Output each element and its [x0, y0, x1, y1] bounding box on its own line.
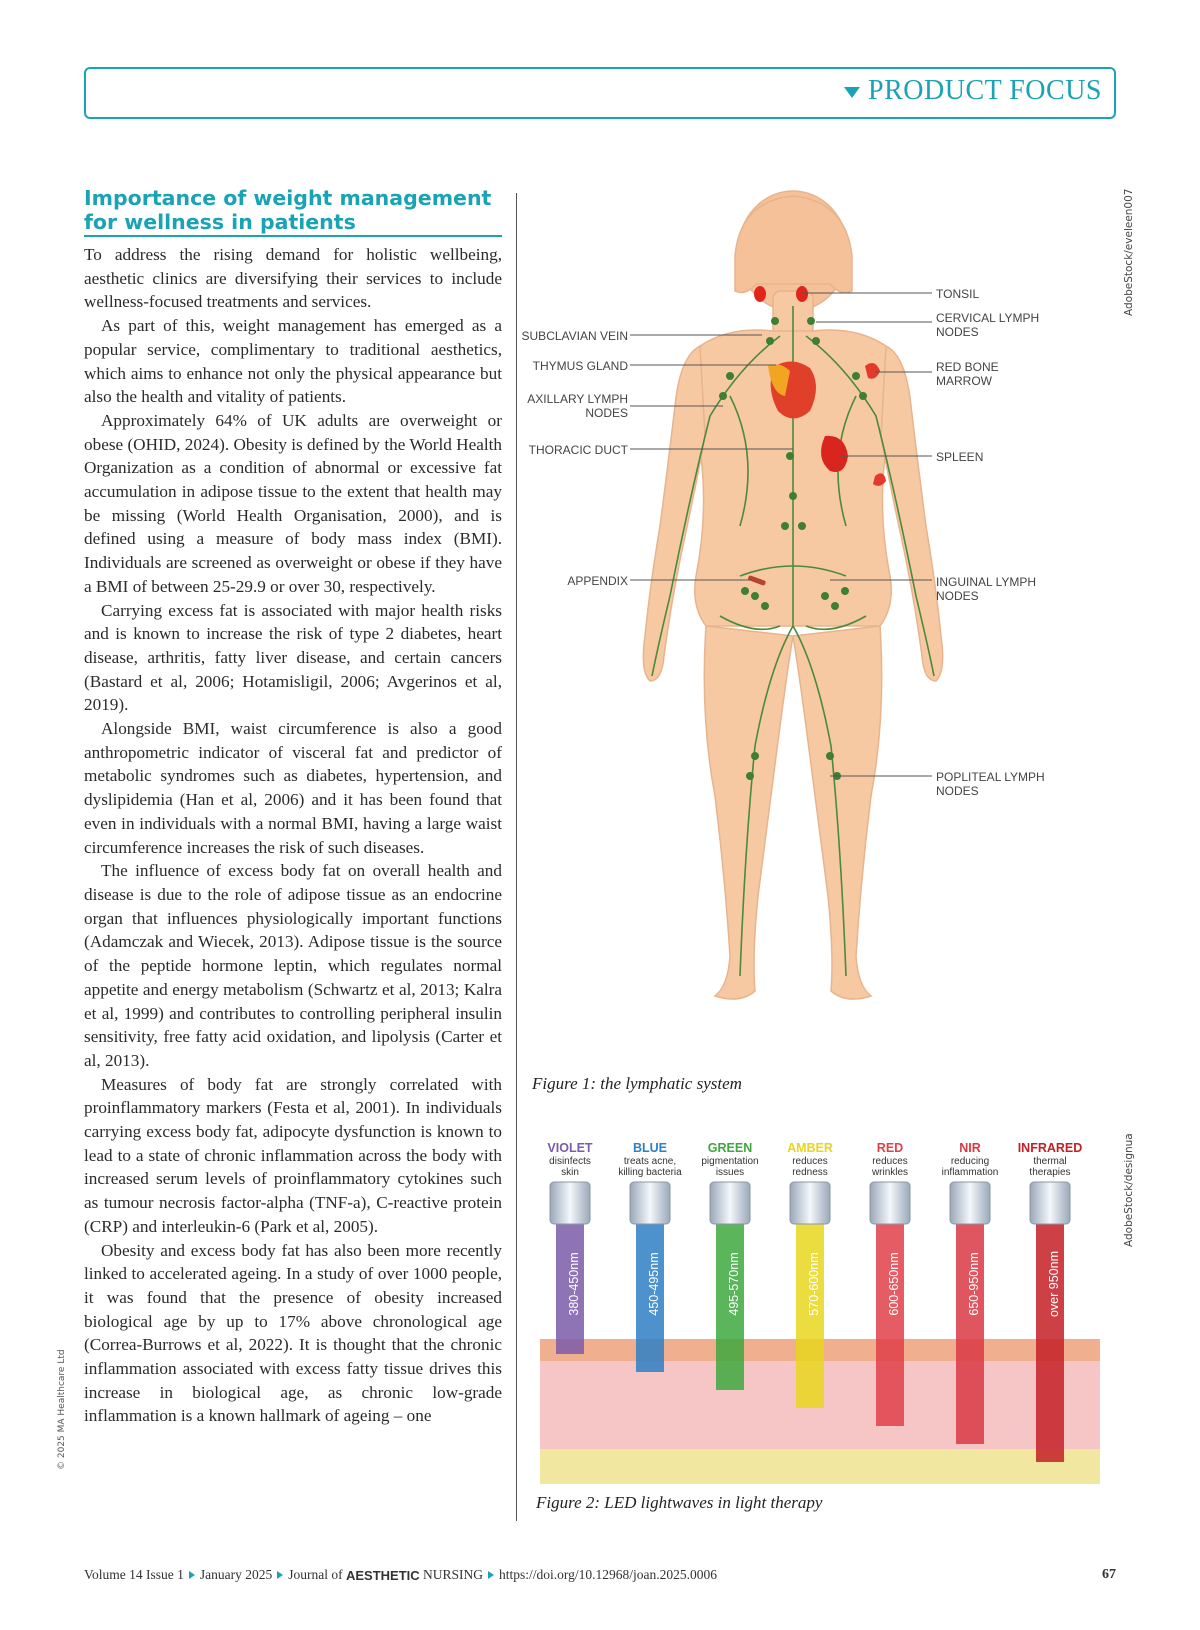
light-name: VIOLET [547, 1141, 593, 1155]
paragraph: To address the rising demand for holistic wellbeing, aesthetic clinics are diversifying their services to include wellness-focused treatments and services. [84, 245, 502, 312]
footer-journal-bold: AESTHETIC [345, 1567, 420, 1583]
label-subclavian-vein: SUBCLAVIAN VEIN [521, 329, 628, 343]
paragraph: Alongside BMI, waist circumference is also a good anthropometric indicator of visceral fat and predictor of metabolic syndromes such as diabetes, hypertension, and dyslipidemia (Han et al, 2006) and it has been found that even in individuals with a normal BMI, having a large waist circumference increases the risk of such diseases. [84, 719, 502, 857]
label-cervical-nodes: NODES [936, 325, 979, 339]
column-divider [516, 193, 517, 1521]
article-heading: Importance of weight management for wellness in patients [84, 186, 502, 237]
light-effect-line1: reduces [792, 1156, 828, 1167]
label-appendix: APPENDIX [567, 574, 628, 588]
led-head-red [870, 1182, 910, 1224]
section-label [844, 75, 1102, 107]
light-wavelength: 570-600nm [807, 1252, 821, 1316]
article-body [84, 243, 502, 1428]
led-head-amber [790, 1182, 830, 1224]
light-effect-line1: reducing [950, 1156, 990, 1167]
paragraph: As part of this, weight management has emerged as a popular service, complimentary to traditional aesthetics, which aims to enhance not only the physical appearance but also the health and vitality of patients. [84, 316, 502, 407]
footer-volume: Volume 14 Issue 1 [84, 1567, 184, 1582]
light-effect-line2: redness [792, 1167, 828, 1178]
light-effect-line2: wrinkles [871, 1167, 909, 1178]
light-name: NIR [959, 1141, 981, 1155]
label-inguinal-nodes: NODES [936, 589, 979, 603]
led-head-violet [550, 1182, 590, 1224]
page-number: 67 [1102, 1567, 1116, 1582]
light-name: INFRARED [1017, 1141, 1083, 1155]
led-head-blue [630, 1182, 670, 1224]
light-wavelength: 600-650nm [887, 1252, 901, 1316]
label-marrow: MARROW [936, 374, 992, 388]
led-head-infrared [1030, 1182, 1070, 1224]
label-thymus-gland: THYMUS GLAND [532, 359, 628, 373]
light-effect-line2: therapies [1029, 1167, 1071, 1178]
label-thoracic-duct: THORACIC DUCT [528, 443, 628, 457]
light-effect-line2: skin [561, 1167, 579, 1178]
footer-journal-prefix: Journal of [288, 1567, 343, 1582]
figure2-credit: AdobeStock/designua [1123, 1133, 1135, 1247]
label-tonsil: TONSIL [936, 287, 980, 301]
header-box [84, 67, 1116, 119]
light-effect-line2: issues [715, 1167, 745, 1178]
label-spleen: SPLEEN [936, 450, 984, 464]
paragraph: Obesity and excess body fat has also been more recently linked to accelerated ageing. In a study of over 1000 people, it was found that the presence of obesity increased biological age by up to 17% above chronological age (Correa-Burrows et al, 2022). It is thought that the chronic inflammation associated with excess fatty tissue drives this increase in biological age, as chronic low-grade inflammation is a known hallmark of ageing – one [84, 1240, 502, 1426]
led-head-nir [950, 1182, 990, 1224]
light-effect-line1: reduces [872, 1156, 908, 1167]
paragraph: Carrying excess fat is associated with major health risks and is known to increase the risk of type 2 diabetes, heart disease, arthritis, fatty liver disease, and certain cancers (Bastard et al, 2006; Hotamisligil, 2006; Avgerinos et al, 2019). [84, 600, 502, 715]
light-effect-line1: treats acne, [623, 1156, 677, 1167]
label-cervical-lymph: CERVICAL LYMPH [936, 311, 1040, 325]
light-effect-line2: killing bacteria [618, 1167, 682, 1178]
label-inguinal-lymph: INGUINAL LYMPH [936, 575, 1037, 589]
figure2-caption: Figure 2: LED lightwaves in light therapy [536, 1493, 823, 1512]
light-name: RED [876, 1141, 904, 1155]
figure1-caption: Figure 1: the lymphatic system [532, 1074, 742, 1093]
label-popliteal-lymph: POPLITEAL LYMPH [936, 770, 1045, 784]
copyright-notice: © 2025 MA Healthcare Ltd [57, 1349, 67, 1470]
light-name: AMBER [787, 1141, 833, 1155]
lymphatic-system-diagram [521, 196, 1100, 1046]
paragraph: The influence of excess body fat on overall health and disease is due to the role of adipose tissue as an endocrine organ that influences physiologically important functions (Adamczak and Wiecek, 2013). Adipose tissue is the source of the peptide hormone leptin, which regulates normal appetite and energy metabolism (Schwartz et al, 2013; Kalra et al, 1999) and contributes to controlling peripheral insulin sensitivity, free fatty acid oxidation, and lipolysis (Carter et al, 2013). [84, 861, 502, 1070]
light-effect-line1: disinfects [549, 1156, 591, 1167]
light-wavelength: 380-450nm [567, 1252, 581, 1316]
footer-doi[interactable]: https://doi.org/10.12968/joan.2025.0006 [499, 1567, 718, 1582]
footer-journal-suffix: NURSING [423, 1567, 484, 1582]
arrow-right-icon [488, 1571, 494, 1579]
figure1-credit: AdobeStock/eveleen007 [1123, 188, 1135, 316]
light-name: GREEN [707, 1141, 753, 1155]
led-light-therapy-diagram [540, 1140, 1116, 1490]
arrow-right-icon [189, 1571, 195, 1579]
light-name: BLUE [632, 1141, 668, 1155]
light-effect-line1: thermal [1033, 1156, 1067, 1167]
light-wavelength: 495-570nm [727, 1252, 741, 1316]
light-effect-line1: pigmentation [701, 1156, 759, 1167]
light-wavelength: 650-950nm [967, 1252, 981, 1316]
footer-date: January 2025 [199, 1567, 273, 1582]
paragraph: Measures of body fat are strongly correlated with proinflammatory markers (Festa et al, 2001). In individuals carrying excess body fat, adipocyte dysfunction is known to lead to a state of chronic inflammation across the body with increased serum levels of proinflammatory cytokines such as tumour necrosis factor-alpha (TNF-a), C-reactive protein (CRP) and interleukin-6 (Park et al, 2005). [84, 1074, 502, 1236]
light-wavelength: over 950nm [1047, 1250, 1061, 1318]
triangle-down-icon [844, 87, 860, 98]
label-popliteal-nodes: NODES [936, 784, 979, 798]
light-effect-line2: inflammation [941, 1167, 999, 1178]
light-wavelength: 450-495nm [647, 1252, 661, 1316]
arrow-right-icon [277, 1571, 283, 1579]
label-red-bone: RED BONE [936, 360, 999, 374]
led-head-green [710, 1182, 750, 1224]
section-label-text: PRODUCT FOCUS [868, 75, 1102, 106]
page-footer [84, 1567, 1116, 1583]
paragraph: Approximately 64% of UK adults are overweight or obese (OHID, 2024). Obesity is defined by the World Health Organization as a condition of abnormal or excessive fat accumulation in adipose tissue to the extent that health may be missing (World Health Organisation, 2000), and is defined using a measure of body mass index (BMI). Individuals are screened as overweight or obese if they have a BMI of between 25-29.9 or over 30, respectively. [84, 410, 502, 596]
label-axillary-nodes: NODES [585, 406, 628, 420]
label-axillary-lymph: AXILLARY LYMPH [527, 392, 628, 406]
